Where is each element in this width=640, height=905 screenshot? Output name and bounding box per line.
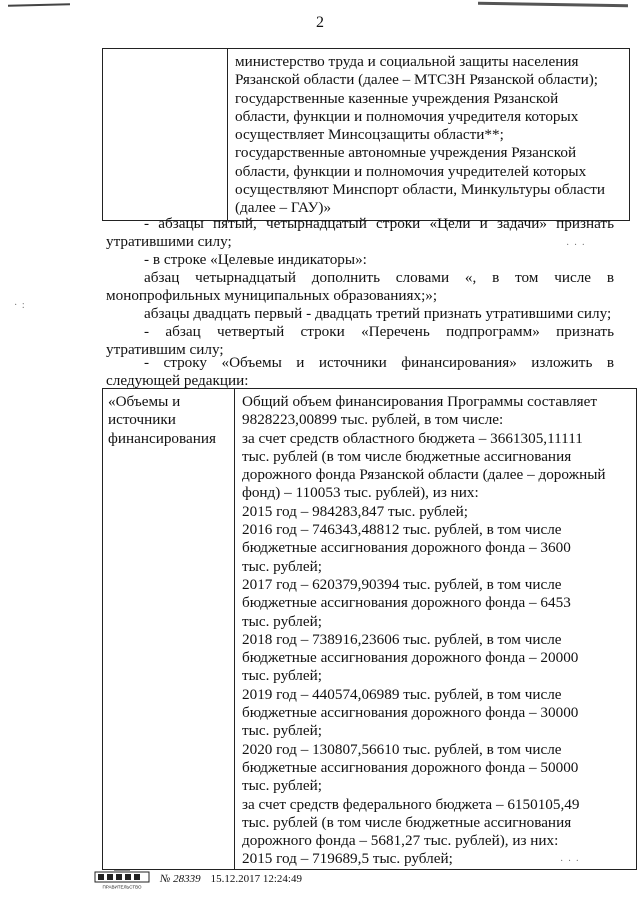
financing-line: тыс. рублей; <box>242 722 322 740</box>
table-line: осуществляет Минсоцзащиты области**; <box>235 126 504 144</box>
scan-dots: · · · <box>566 240 586 251</box>
document-footer <box>94 868 302 890</box>
financing-line: бюджетные ассигнования дорожного фонда – 20000 <box>242 649 579 667</box>
paragraph: - строку «Объемы и источники финансирования» изложить в следующей редакции: <box>106 354 614 390</box>
financing-line: фонд) – 110053 тыс. рублей), из них: <box>242 484 479 502</box>
table-line: области, функции и полномочия учредителя которых <box>235 107 579 125</box>
paragraph: - в строке «Целевые индикаторы»: <box>144 251 367 268</box>
financing-label-cell <box>103 389 235 870</box>
financing-line: бюджетные ассигнования дорожного фонда – 30000 <box>242 704 579 722</box>
financing-line: за счет средств областного бюджета – 3661305,11111 <box>242 429 583 447</box>
financing-line: 2016 год – 746343,48812 тыс. рублей, в том числе <box>242 521 562 539</box>
financing-line: 2015 год – 719689,5 тыс. рублей; <box>242 850 453 868</box>
table-line: государственные автономные учреждения Рязанской <box>235 144 577 162</box>
table-line: осуществляют Минспорт области, Минкультуры области <box>235 181 605 199</box>
financing-label-line: финансирования <box>108 429 216 447</box>
financing-line: бюджетные ассигнования дорожного фонда – 50000 <box>242 758 579 776</box>
paragraph: - абзац четвертый строки «Перечень подпрограмм» признать утратившим силу; <box>106 323 614 359</box>
table-right-cell <box>228 49 630 221</box>
financing-label-line: источники <box>108 411 176 429</box>
financing-line: за счет средств федерального бюджета – 6150105,49 <box>242 795 580 813</box>
registration-number: № 28339 <box>160 873 201 885</box>
financing-line: тыс. рублей; <box>242 667 322 685</box>
scan-dots: · : <box>14 300 26 311</box>
financing-line: дорожного фонда Рязанской области (далее – дорожный <box>242 466 606 484</box>
financing-line: тыс. рублей; <box>242 612 322 630</box>
stamp-text: ПРАВИТЕЛЬСТВО <box>102 884 142 890</box>
government-stamp-icon <box>94 868 150 890</box>
financing-line: 2017 год – 620379,90394 тыс. рублей, в том числе <box>242 575 562 593</box>
table-line: государственные казенные учреждения Рязанской <box>235 89 559 107</box>
table-line: Рязанской области (далее – МТСЗН Рязанской области); <box>235 71 598 89</box>
scan-dots: · · · <box>560 856 580 867</box>
financing-line: 2018 год – 738916,23606 тыс. рублей, в том числе <box>242 630 562 648</box>
table-line: министерство труда и социальной защиты населения <box>235 53 579 70</box>
financing-line: тыс. рублей; <box>242 777 322 795</box>
financing-table <box>102 388 637 870</box>
financing-value-cell <box>235 389 637 870</box>
financing-line: 2020 год – 130807,56610 тыс. рублей, в том числе <box>242 740 562 758</box>
financing-line: 9828223,00899 тыс. рублей, в том числе: <box>242 411 504 429</box>
financing-label-line: «Объемы и <box>108 393 181 410</box>
page-number: 2 <box>316 14 324 31</box>
table-left-cell-empty <box>103 49 228 221</box>
financing-line: Общий объем финансирования Программы составляет <box>242 393 598 410</box>
table-line: (далее – ГАУ)» <box>235 199 332 217</box>
financing-line: дорожного фонда – 5681,27 тыс. рублей), из них: <box>242 832 559 850</box>
paragraph: - абзацы пятый, четырнадцатый строки «Цели и задачи» признать утратившими силу; <box>106 215 614 251</box>
financing-line: 2019 год – 440574,06989 тыс. рублей, в том числе <box>242 685 562 703</box>
table-line: области, функции и полномочия учредителей которых <box>235 162 587 180</box>
financing-line: бюджетные ассигнования дорожного фонда – 6453 <box>242 594 571 612</box>
financing-line: 2015 год – 984283,847 тыс. рублей; <box>242 502 469 520</box>
scan-artifact-left <box>8 3 70 7</box>
financing-line: бюджетные ассигнования дорожного фонда – 3600 <box>242 539 571 557</box>
financing-line: тыс. рублей (в том числе бюджетные ассигнования <box>242 447 572 465</box>
timestamp: 15.12.2017 12:24:49 <box>210 873 302 885</box>
paragraph: абзац четырнадцатый дополнить словами «, в том числе в монопрофильных муниципальных образованиях;»; <box>106 269 614 305</box>
table-continuation <box>102 48 630 221</box>
paragraph: абзацы двадцать первый - двадцать третий признать утратившими силу; <box>144 305 612 322</box>
scan-artifact-right <box>478 2 628 8</box>
financing-line: тыс. рублей (в том числе бюджетные ассигнования <box>242 813 572 831</box>
financing-line: тыс. рублей; <box>242 557 322 575</box>
